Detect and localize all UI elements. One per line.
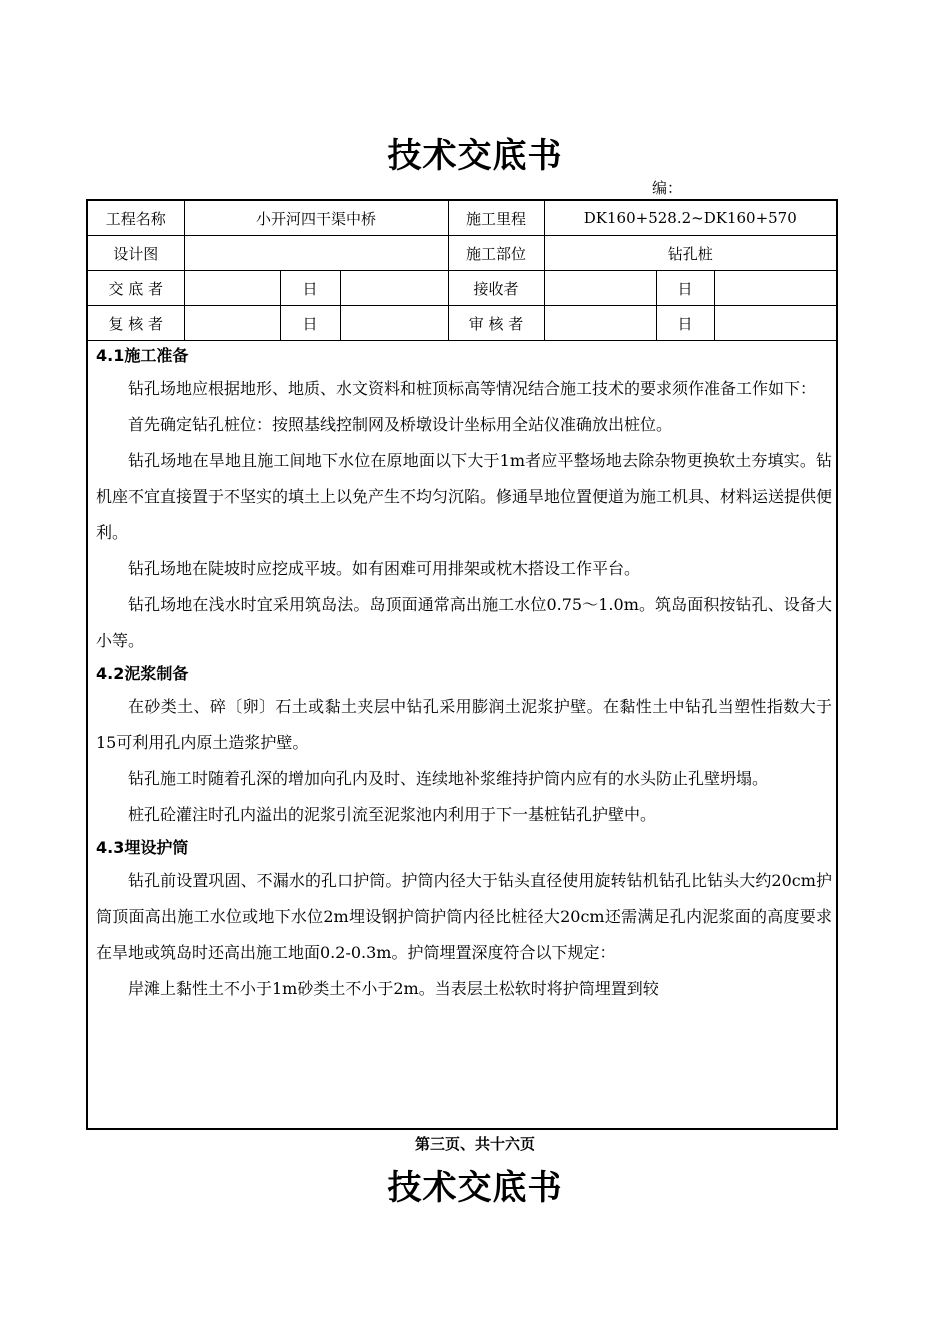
reviewer-label: 复 核 者	[88, 306, 184, 341]
reviewer-date-value	[340, 306, 448, 341]
reviewer-value	[184, 306, 280, 341]
design-drawing-label: 设计图	[88, 236, 184, 271]
header-row	[88, 271, 836, 306]
paragraph: 桩孔砼灌注时孔内溢出的泥浆引流至泥浆池内利用于下一基桩钻孔护壁中。	[128, 805, 657, 824]
mileage-value: DK160+528.2~DK160+570	[544, 201, 836, 236]
receiver-date-label: 日	[656, 271, 714, 306]
section-casing	[96, 833, 832, 1007]
paragraph: 钻孔场地在陡坡时应挖成平坡。如有困难可用排架或枕木搭设工作平台。	[128, 559, 641, 578]
section-heading: 4.2泥浆制备	[96, 664, 189, 683]
section-heading: 4.1施工准备	[96, 346, 189, 365]
header-row	[88, 201, 836, 236]
paragraph: 钻孔场地在浅水时宜采用筑岛法。岛顶面通常高出施工水位0.75～1.0m。筑岛面积按钻孔、设备大小等。	[96, 595, 832, 650]
briefer-date-value	[340, 271, 448, 306]
page-footer: 第三页、共十六页	[414, 1135, 535, 1153]
reviewer-date-label: 日	[280, 306, 340, 341]
document-frame	[86, 199, 838, 1130]
section-heading: 4.3埋设护筒	[96, 838, 189, 857]
receiver-value	[544, 271, 656, 306]
project-name-value: 小开河四干渠中桥	[184, 201, 448, 236]
header-row	[88, 306, 836, 341]
paragraph: 钻孔前设置巩固、不漏水的孔口护筒。护筒内径大于钻头直径使用旋转钻机钻孔比钻头大约20cm护筒顶面高出施工水位或地下水位2m埋设钢护筒护筒内径比桩径大20cm还需满足孔内泥浆面的高度要求在旱地或筑岛时还高出施工地面0.2-0.3m。护筒埋置深度符合以下规定：	[96, 871, 832, 962]
construction-part-label: 施工部位	[448, 236, 544, 271]
next-page-title: 技术交底书	[387, 1168, 563, 1208]
paragraph: 钻孔场地应根据地形、地质、水文资料和桩顶标高等情况结合施工技术的要求须作准备工作如下：	[128, 379, 817, 398]
briefer-value	[184, 271, 280, 306]
paragraph: 在砂类土、碎〔卵〕石土或黏土夹层中钻孔采用膨润土泥浆护壁。在黏性土中钻孔当塑性指数大于15可利用孔内原土造浆护壁。	[96, 697, 832, 752]
design-drawing-value	[184, 236, 448, 271]
auditor-value	[544, 306, 656, 341]
auditor-date-value	[714, 306, 836, 341]
editor-label: 编：	[652, 179, 683, 197]
project-name-label: 工程名称	[88, 201, 184, 236]
auditor-date-label: 日	[656, 306, 714, 341]
construction-part-value: 钻孔桩	[544, 236, 836, 271]
header-row	[88, 236, 836, 271]
body-content	[96, 341, 832, 1007]
briefer-date-label: 日	[280, 271, 340, 306]
briefer-label: 交 底 者	[88, 271, 184, 306]
paragraph: 钻孔施工时随着孔深的增加向孔内及时、连续地补浆维持护筒内应有的水头防止孔壁坍塌。	[128, 769, 769, 788]
auditor-label: 审 核 者	[448, 306, 544, 341]
paragraph: 首先确定钻孔桩位：按照基线控制网及桥墩设计坐标用全站仪准确放出桩位。	[128, 415, 673, 434]
header-table	[88, 201, 836, 341]
receiver-label: 接收者	[448, 271, 544, 306]
paragraph: 岸滩上黏性土不小于1m砂类土不小于2m。当表层土松软时将护筒埋置到较	[128, 979, 659, 998]
receiver-date-value	[714, 271, 836, 306]
document-title: 技术交底书	[387, 136, 563, 176]
section-mud-preparation	[96, 659, 832, 833]
section-preparation	[96, 341, 832, 659]
mileage-label: 施工里程	[448, 201, 544, 236]
paragraph: 钻孔场地在旱地且施工间地下水位在原地面以下大于1m者应平整场地去除杂物更换软土夯填实。钻机座不宜直接置于不坚实的填土上以免产生不均匀沉陷。修通旱地位置便道为施工机具、材料运送提供便利。	[96, 451, 833, 542]
